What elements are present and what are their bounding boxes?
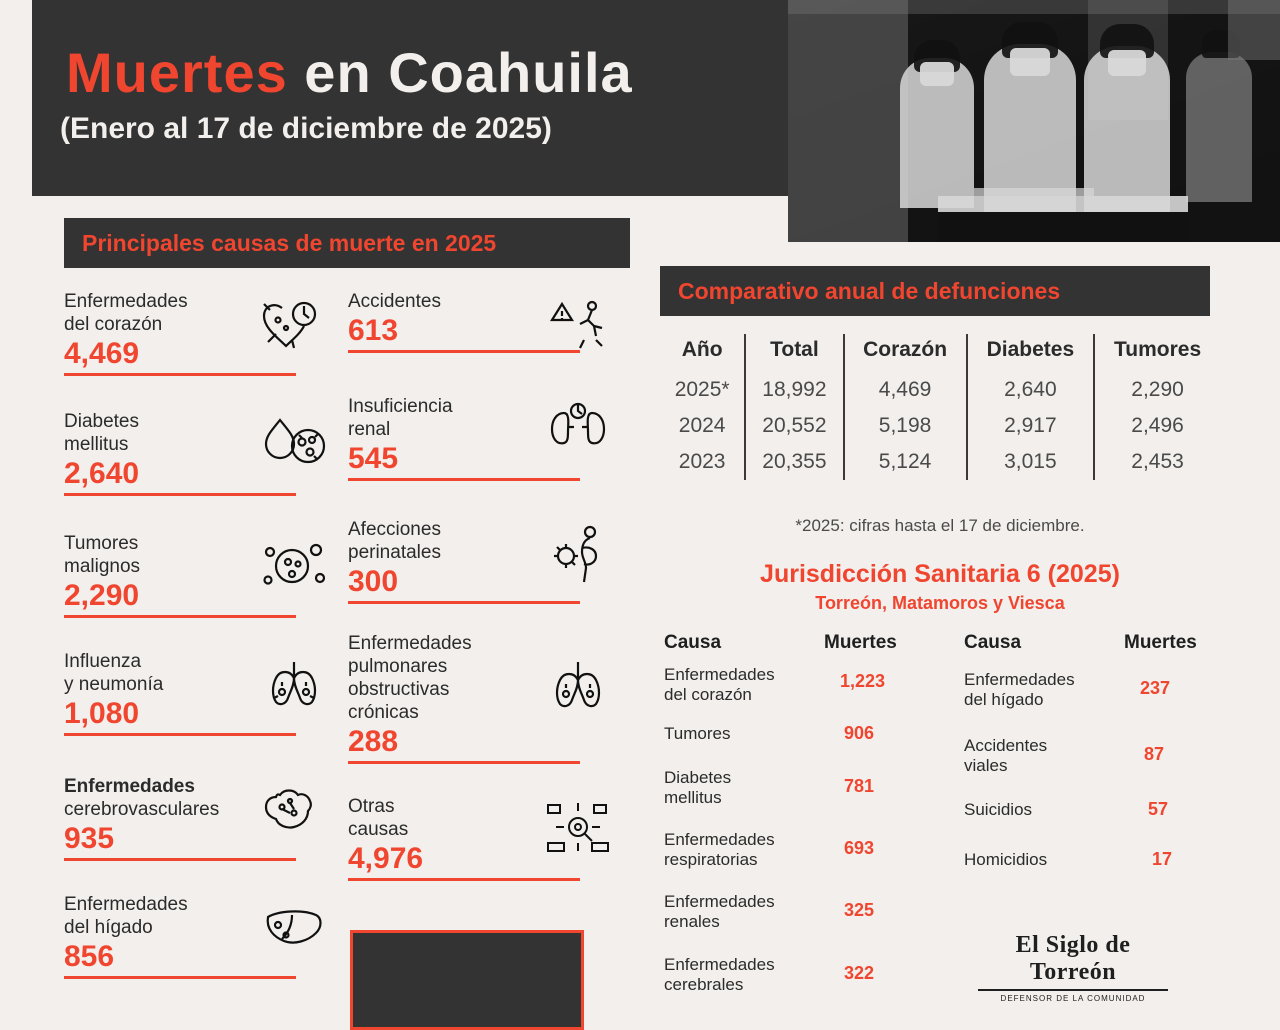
- juris-deaths: 322: [844, 963, 875, 983]
- juris-row-homicides: [964, 850, 1244, 870]
- juris-cause-l2: del corazón: [664, 685, 752, 704]
- cause-underline: [64, 733, 296, 736]
- col-header-year: Año: [681, 338, 723, 361]
- juris-cause-l1: Accidentes: [964, 736, 1048, 755]
- juris-col-header-deaths-left: Muertes: [824, 632, 897, 653]
- juris-cause-l1: Enfermedades: [664, 955, 775, 974]
- cause-label-line2: mellitus: [64, 434, 129, 455]
- cause-item-cerebrovascular: [64, 775, 296, 861]
- cause-value: 545: [348, 442, 399, 475]
- table-row: [660, 372, 1220, 408]
- juris-cause-l2: del hígado: [964, 690, 1044, 709]
- cell-year: 2024: [678, 414, 726, 437]
- cause-label-line1: Tumores: [64, 533, 139, 554]
- juris-cause-l1: Enfermedades: [964, 670, 1075, 689]
- cell-total: 20,552: [745, 408, 843, 444]
- cause-underline: [64, 493, 296, 496]
- jurisdiction-subtitle: Torreón, Matamoros y Viesca: [815, 593, 1065, 613]
- juris-cause-l2: respiratorias: [664, 850, 758, 869]
- cause-label-line2: cerebrovasculares: [64, 799, 220, 820]
- juris-cause-l2: renales: [664, 912, 720, 931]
- brain-icon: [252, 777, 336, 841]
- juris-row-diabetes: [664, 768, 954, 808]
- cause-item-heart: [64, 290, 296, 376]
- medical-research-icon: [536, 797, 620, 861]
- juris-deaths: 781: [844, 776, 875, 796]
- cause-label: Enfermedades pulmonares obstructivas crónicas: [348, 633, 472, 723]
- cause-underline: [64, 615, 296, 618]
- cause-underline: [348, 478, 580, 481]
- cause-value: 2,640: [64, 457, 140, 490]
- cause-value: 935: [64, 822, 115, 855]
- cell-diabetes: 2,917: [967, 408, 1095, 444]
- cause-value: 300: [348, 565, 399, 598]
- juris-col-header-cause-right: Causa: [964, 632, 1022, 653]
- cause-underline: [64, 858, 296, 861]
- kidneys-icon: [536, 397, 620, 461]
- cause-item-diabetes: [64, 410, 296, 496]
- cause-underline: [348, 601, 580, 604]
- cause-underline: [64, 373, 296, 376]
- cause-label-line1: Insuficiencia: [348, 396, 453, 417]
- cause-value: 856: [64, 940, 115, 973]
- juris-row-tumors: [664, 724, 954, 744]
- cause-item-influenza: [64, 650, 296, 736]
- cause-value: 288: [348, 725, 399, 758]
- cell-tumors: 2,290: [1094, 372, 1220, 408]
- cause-item-tumors: [64, 532, 296, 618]
- page-title-accent: Muertes: [66, 41, 288, 104]
- cell-heart: 4,469: [844, 372, 967, 408]
- cause-label-line1: Enfermedades: [64, 894, 188, 915]
- cause-item-other: [348, 795, 580, 881]
- cancer-cell-icon: [252, 534, 336, 598]
- cause-item-copd: [348, 632, 580, 764]
- col-header-total: Total: [745, 334, 843, 372]
- heart-anatomy-icon: [252, 292, 336, 356]
- cause-label-line2: del corazón: [64, 314, 163, 335]
- cause-value: 613: [348, 314, 399, 347]
- cause-label-line1: Enfermedades: [64, 291, 188, 312]
- cause-underline: [348, 761, 580, 764]
- surgery-photo: [788, 0, 1280, 242]
- juris-cause-l2: cerebrales: [664, 975, 744, 994]
- juris-row-renal: [664, 892, 954, 932]
- cause-value: 4,469: [64, 337, 140, 370]
- accident-warning-icon: [536, 292, 620, 356]
- juris-row-liver: [964, 670, 1244, 710]
- juris-row-heart: [664, 665, 954, 705]
- cause-value: 1,080: [64, 697, 140, 730]
- juris-deaths: 17: [1152, 849, 1173, 869]
- cause-underline: [64, 976, 296, 979]
- liver-icon: [252, 895, 336, 959]
- logo-divider: [978, 989, 1168, 991]
- juris-cause-l2: mellitus: [664, 788, 722, 807]
- comparative-note: *2025: cifras hasta el 17 de diciembre.: [795, 516, 1085, 535]
- table-row: [660, 444, 1220, 480]
- cause-label-line1: Afecciones: [348, 519, 441, 540]
- juris-row-cerebral: [664, 955, 954, 995]
- cause-label-line1: Otras: [348, 796, 395, 817]
- juris-deaths: 325: [844, 900, 875, 920]
- juris-cause-l1: Homicidios: [964, 850, 1048, 869]
- cell-year: 2025*: [674, 378, 730, 401]
- cause-label-line2: causas: [348, 819, 409, 840]
- cause-label-line1: Influenza: [64, 651, 142, 672]
- cell-tumors: 2,453: [1094, 444, 1220, 480]
- juris-col-header-cause-left: Causa: [664, 632, 722, 653]
- blood-drop-icon: [252, 412, 336, 476]
- cause-label-line2: del hígado: [64, 917, 153, 938]
- cause-value: 4,976: [348, 842, 424, 875]
- juris-cause-l1: Enfermedades: [664, 665, 775, 684]
- page-title: [66, 40, 633, 105]
- cause-label-line2: malignos: [64, 556, 141, 577]
- juris-deaths: 237: [1140, 678, 1171, 698]
- cause-label-line2: y neumonía: [64, 674, 164, 695]
- cell-year: 2023: [678, 450, 726, 473]
- cell-total: 18,992: [745, 372, 843, 408]
- cause-underline: [348, 878, 580, 881]
- cell-diabetes: 2,640: [967, 372, 1095, 408]
- lungs-copd-icon: [536, 654, 620, 718]
- juris-deaths: 57: [1148, 799, 1169, 819]
- juris-cause-l1: Tumores: [664, 724, 731, 743]
- cause-label-line1: Diabetes: [64, 411, 139, 432]
- juris-cause-l1: Suicidios: [964, 800, 1033, 819]
- table-row: [660, 408, 1220, 444]
- jurisdiction-title: Jurisdicción Sanitaria 6 (2025): [760, 560, 1120, 588]
- section-header-comparative: [660, 266, 1210, 316]
- juris-deaths: 906: [844, 723, 875, 743]
- col-header-tumors: Tumores: [1094, 334, 1220, 372]
- cell-diabetes: 3,015: [967, 444, 1095, 480]
- col-header-diabetes: Diabetes: [967, 334, 1095, 372]
- table-header-row: [660, 334, 1220, 372]
- col-header-heart: Corazón: [844, 334, 967, 372]
- page-subtitle: (Enero al 17 de diciembre de 2025): [60, 112, 552, 145]
- juris-cause-l2: viales: [964, 756, 1008, 775]
- cause-label-line2: perinatales: [348, 542, 441, 563]
- publisher-logo: [978, 932, 1168, 1003]
- page-title-rest: en Coahuila: [287, 41, 633, 104]
- juris-row-suicides: [964, 800, 1244, 820]
- juris-cause-l1: Enfermedades: [664, 830, 775, 849]
- juris-deaths: 693: [844, 838, 875, 858]
- cause-label-line2: renal: [348, 419, 391, 440]
- cell-heart: 5,124: [844, 444, 967, 480]
- cell-total: 20,355: [745, 444, 843, 480]
- section-header-main-causes: [64, 218, 630, 268]
- juris-deaths: 1,223: [840, 671, 886, 691]
- cause-item-perinatal: [348, 518, 580, 604]
- bottom-accent-box: [350, 930, 584, 1030]
- section-header-comparative-label: Comparativo anual de defunciones: [678, 277, 1061, 304]
- juris-deaths: 87: [1144, 744, 1165, 764]
- annual-comparative-table: [660, 334, 1220, 480]
- pregnancy-icon: [536, 520, 620, 584]
- juris-row-traffic-accidents: [964, 736, 1244, 776]
- cause-label-line1: Accidentes: [348, 291, 441, 312]
- cause-item-liver: [64, 893, 296, 979]
- cell-tumors: 2,496: [1094, 408, 1220, 444]
- juris-col-header-deaths-right: Muertes: [1124, 632, 1197, 653]
- section-header-main-causes-label: Principales causas de muerte en 2025: [82, 229, 497, 256]
- cell-heart: 5,198: [844, 408, 967, 444]
- cause-label-line1: Enfermedades: [64, 776, 195, 797]
- juris-cause-l1: Enfermedades: [664, 892, 775, 911]
- juris-cause-l1: Diabetes: [664, 768, 732, 787]
- cause-value: 2,290: [64, 579, 140, 612]
- juris-row-respiratory: [664, 830, 954, 870]
- cause-item-renal: [348, 395, 580, 481]
- lungs-virus-icon: [252, 652, 336, 716]
- publisher-tagline: DEFENSOR DE LA COMUNIDAD: [1000, 994, 1146, 1003]
- publisher-name: El Siglo de Torreón: [1015, 932, 1131, 985]
- cause-item-accidents: [348, 290, 580, 353]
